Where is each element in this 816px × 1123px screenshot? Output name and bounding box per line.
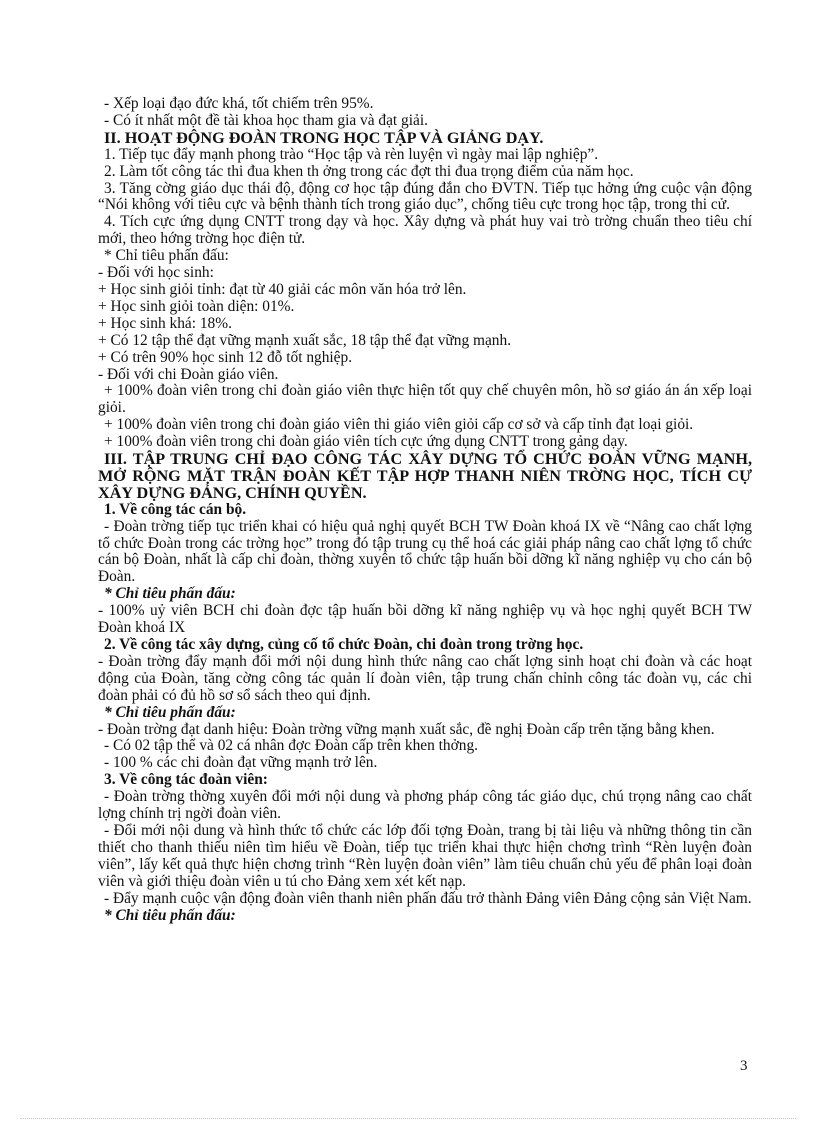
section-heading-ii: II. HOẠT ĐỘNG ĐOÀN TRONG HỌC TẬP VÀ GIẢNG DẠY.: [104, 128, 544, 147]
page-number: 3: [740, 1058, 748, 1074]
paragraph: 4. Tích cực ứng dụng CNTT trong dạy và học. Xây dựng và phát huy vai trò trờng chuẩn theo tiêu chí mới, theo hớng trờng học điện tử.: [98, 213, 752, 248]
list-item: - Đối với chi Đoàn giáo viên.: [98, 365, 279, 383]
paragraph: + 100% đoàn viên trong chi đoàn giáo viên thực hiện tốt quy chế chuyên môn, hồ sơ giáo án án xếp loại giỏi.: [98, 382, 752, 417]
list-item: - Xếp loại đạo đức khá, tốt chiếm trên 95%.: [104, 95, 374, 112]
list-item: + 100% đoàn viên trong chi đoàn giáo viên tích cực ứng dụng CNTT trong gảng dạy.: [104, 433, 628, 451]
list-item: 1. Tiếp tục đẩy mạnh phong trào “Học tập và rèn luyện vì ngày mai lập nghiệp”.: [104, 145, 599, 163]
target-heading: * Chỉ tiêu phấn đấu:: [104, 247, 229, 265]
paragraph: + 100% đoàn viên trong chi đoàn giáo viên thi giáo viên giỏi cấp cơ sở và cấp tỉnh đạt loại giỏi.: [104, 416, 694, 434]
subsection-heading: 2. Về công tác xây dựng, củng cố tổ chức Đoàn, chi đoàn trong trờng học.: [104, 636, 584, 653]
list-item: - Có ít nhất một đề tài khoa học tham gia và đạt giải.: [104, 111, 428, 129]
list-item: + Học sinh khá: 18%.: [98, 314, 232, 332]
paragraph: - Đoàn trờng thờng xuyên đổi mới nội dung và phơng pháp công tác giáo dục, chú trọng nâng cao chất lợng chính trị ngời đoàn viên.: [98, 788, 752, 823]
subsection-heading: 3. Về công tác đoàn viên:: [104, 771, 268, 789]
target-heading: * Chỉ tiêu phấn đấu:: [104, 906, 236, 924]
paragraph: - Đổi mới nội dung và hình thức tổ chức các lớp đối tợng Đoàn, trang bị tài liệu và những thông tin cần thiết cho thanh thiếu niên tìm hiểu về Đoàn, tiếp tục triển khai thực hiện chơng trình “Rèn luyện đoàn viên”, lấy kết quả thực hiện chơng trình “Rèn luyện đoàn viên” làm tiêu chuẩn chủ yếu để phân loại đoàn viên và giới thiệu đoàn viên u tú cho Đảng xem xét kết nạp.: [98, 821, 752, 890]
target-heading: * Chỉ tiêu phấn đấu:: [104, 703, 236, 721]
list-item: - Có 02 tập thể và 02 cá nhân đợc Đoàn cấp trên khen thởng.: [104, 737, 478, 755]
paragraph: - Đoàn trờng tiếp tục triển khai có hiệu quả nghị quyết BCH TW Đoàn khoá IX về “Nâng cao chất lợng tổ chức Đoàn trong các trờng học” trong đó tập trung cụ thể hoá các giải pháp nâng cao chất lợng tổ chức cán bộ Đoàn, nhất là cấp chi đoàn, thờng xuyên tổ chức tập huấn bồi dỡng kĩ năng nghiệp vụ cho cán bộ Đoàn.: [98, 517, 752, 586]
paragraph: 3. Tăng cờng giáo dục thái độ, động cơ học tập đúng đắn cho ĐVTN. Tiếp tục hởng ứng cuộc vận động “Nói không với tiêu cực và bệnh thành tích trong giáo dục”, chống tiêu cực trong học tập, trong thi cử.: [98, 179, 752, 214]
footer-divider: [20, 1118, 796, 1119]
paragraph: - Đoàn trờng đẩy mạnh đổi mới nội dung hình thức nâng cao chất lợng sinh hoạt chi đoàn và các hoạt động của Đoàn, tăng cờng công tác quản lí đoàn viên, tập trung chấn chỉnh công tác đoàn vụ, các chi đoàn phải có đủ hồ sơ sổ sách theo qui định.: [98, 652, 752, 704]
list-item: + Có 12 tập thể đạt vững mạnh xuất sắc, 18 tập thể đạt vững mạnh.: [98, 331, 512, 349]
list-item: - 100 % các chi đoàn đạt vững mạnh trở lên.: [104, 754, 378, 772]
list-item: + Học sinh giỏi tỉnh: đạt từ 40 giải các môn văn hóa trở lên.: [98, 280, 467, 298]
paragraph: - Đẩy mạnh cuộc vận động đoàn viên thanh niên phấn đấu trở thành Đảng viên Đảng cộng sản Việt Nam.: [104, 889, 752, 907]
subsection-heading: 1. Về công tác cán bộ.: [104, 500, 247, 518]
list-item: + Có trên 90% học sinh 12 đỗ tốt nghiệp.: [98, 348, 353, 366]
page-body: [98, 96, 752, 924]
list-item: 2. Làm tốt công tác thi đua khen th ởng trong các đợt thi đua trọng điểm của năm học.: [104, 162, 634, 180]
list-item: + Học sinh giỏi toàn diện: 01%.: [98, 297, 295, 315]
paragraph: - Đoàn trờng đạt danh hiệu: Đoàn trờng vững mạnh xuất sắc, đề nghị Đoàn cấp trên tặng bằng khen.: [98, 720, 715, 738]
paragraph: - 100% uỷ viên BCH chi đoàn đợc tập huấn bồi dỡng kĩ năng nghiệp vụ và học nghị quyết BCH TW Đoàn khoá IX: [98, 602, 752, 637]
target-heading: * Chỉ tiêu phấn đấu:: [104, 585, 236, 603]
list-item: - Đối với học sinh:: [98, 264, 214, 282]
section-heading-iii: III. TẬP TRUNG CHỈ ĐẠO CÔNG TÁC XÂY DỰNG TỔ CHỨC ĐOÀN VỮNG MẠNH, MỞ RỘNG MẶT TRẬN ĐOÀN KẾT TẬP HỢP THANH NIÊN TRỜNG HỌC, TÍCH CỰ XÂY DỰNG ĐẢNG, CHÍNH QUYỀN.: [98, 450, 752, 502]
